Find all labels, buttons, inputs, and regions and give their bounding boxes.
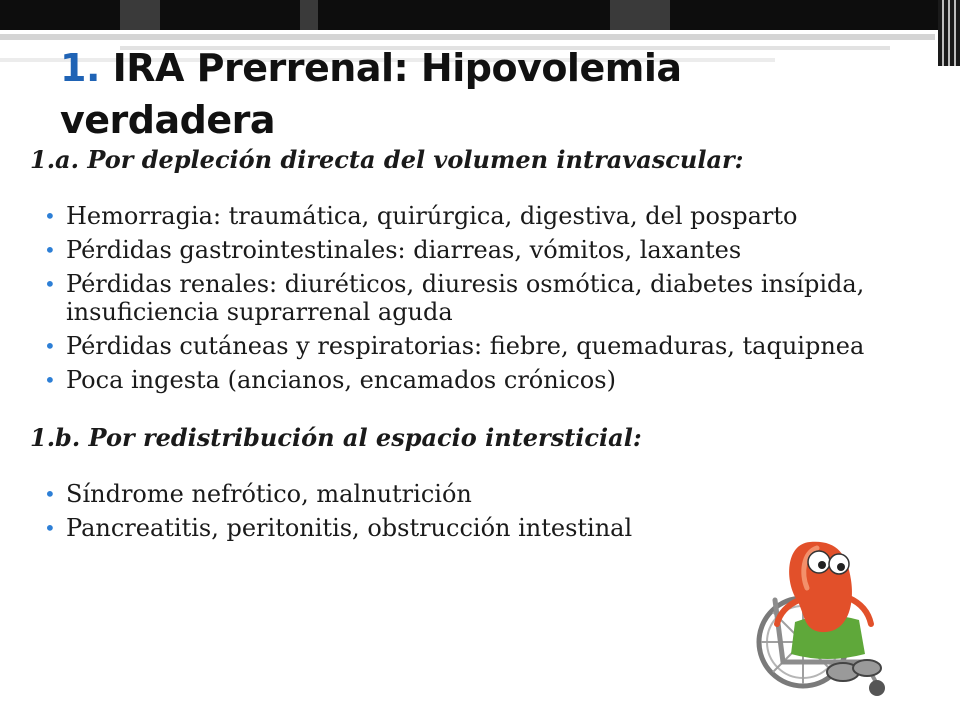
bullet-icon: • xyxy=(44,204,56,228)
list-item-text: Pérdidas gastrointestinales: diarreas, vómitos, laxantes xyxy=(66,236,742,264)
list-item-text: Pérdidas renales: diuréticos, diuresis osmótica, diabetes insípida, insuficiencia suprarrenal aguda xyxy=(66,270,865,326)
bullet-icon: • xyxy=(44,516,56,540)
bullet-icon: • xyxy=(44,334,56,358)
title-number: 1. xyxy=(60,46,100,90)
chalk-line xyxy=(0,34,935,40)
top-chalk-bar xyxy=(0,0,960,30)
title-text: IRA Prerrenal: Hipovolemia verdadera xyxy=(60,46,682,142)
bullet-list-a xyxy=(30,202,930,394)
list-item-text: Síndrome nefrótico, malnutrición xyxy=(66,480,472,508)
section-heading-a: 1.a. Por depleción directa del volumen intravascular: xyxy=(30,145,744,174)
list-item xyxy=(44,332,930,360)
slide-title xyxy=(60,42,760,146)
list-item-text: Poca ingesta (ancianos, encamados crónicos) xyxy=(66,366,616,394)
list-item xyxy=(44,270,930,326)
bullet-icon: • xyxy=(44,368,56,392)
list-item xyxy=(44,202,930,230)
bullet-icon: • xyxy=(44,238,56,262)
bullet-icon: • xyxy=(44,272,56,296)
section-heading-b: 1.b. Por redistribución al espacio intersticial: xyxy=(30,423,642,452)
slide-body xyxy=(30,144,930,548)
kidney-wheelchair-mascot-icon xyxy=(755,522,895,702)
right-edge-decoration xyxy=(938,0,960,66)
list-item-text: Pérdidas cutáneas y respiratorias: fiebre, quemaduras, taquipnea xyxy=(66,332,865,360)
list-item xyxy=(44,480,930,508)
list-item xyxy=(44,366,930,394)
list-item-text: Pancreatitis, peritonitis, obstrucción intestinal xyxy=(66,514,633,542)
bullet-icon: • xyxy=(44,482,56,506)
list-item xyxy=(44,236,930,264)
list-item-text: Hemorragia: traumática, quirúrgica, digestiva, del posparto xyxy=(66,202,798,230)
